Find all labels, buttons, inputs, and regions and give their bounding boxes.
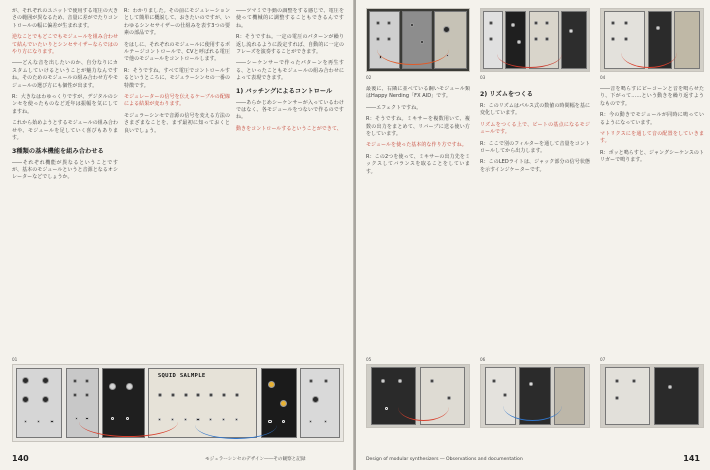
figure-number: 02	[366, 75, 372, 80]
paragraph: R：そうですね。一定の電圧のパターンが繰り返し流れるように設定すれば、自動的に一定のフレーズを演奏することができます。	[236, 34, 344, 56]
knob-icon	[489, 21, 493, 25]
jack-icon	[75, 417, 78, 420]
figure-number: 07	[600, 357, 606, 362]
section-heading: 3種類の基本機能を組み合わせる	[12, 147, 104, 155]
knob-icon	[73, 393, 77, 397]
synth-photo-06	[480, 364, 590, 428]
knob-icon	[184, 393, 188, 397]
knob-icon	[387, 21, 391, 25]
hand-region	[674, 11, 700, 68]
knob-icon	[381, 379, 385, 383]
knob-icon	[280, 400, 287, 407]
module-panel	[554, 367, 584, 424]
knob-icon	[624, 37, 628, 41]
highlighted-text: リズムをつくる上で、ビートの基点になるモジュールです。	[480, 121, 590, 136]
knob-icon	[545, 37, 549, 41]
knob-icon	[158, 393, 162, 397]
paragraph: ――どんな音を出したいのか、自分なりにカスタムしていけるということが魅力なんですね。そのためのモジュールの組み合わせ方やモジュールの選び方にも個性が出ます。	[12, 60, 118, 89]
knob-icon	[22, 377, 29, 384]
synth-photo-07	[600, 364, 704, 428]
patch-cable	[377, 34, 448, 65]
knob-icon	[447, 396, 451, 400]
module-panel	[654, 367, 699, 424]
jack-icon	[385, 407, 388, 410]
knob-icon	[624, 21, 628, 25]
figure-number: 04	[600, 75, 606, 80]
knob-icon	[324, 379, 328, 383]
knob-icon	[268, 381, 275, 388]
jack-icon	[184, 418, 187, 421]
synth-photo-04	[600, 8, 704, 72]
patch-cable	[398, 393, 449, 421]
knob-icon	[611, 21, 615, 25]
paragraph: ――それぞれ機能が異なるということですが、基本のモジュールというと音源となるオシレーターなどでしょうか。	[12, 159, 118, 181]
jack-icon	[324, 420, 327, 423]
section-heading: 2) リズムをつくる	[480, 91, 533, 98]
knob-icon	[222, 393, 226, 397]
knob-icon	[569, 29, 573, 33]
figure-number: 01	[12, 357, 18, 362]
jack-icon	[50, 420, 53, 423]
knob-icon	[398, 379, 402, 383]
paragraph: R：この2つを使って、ミキサーの出力先をミックスしてバランスを取ることをしています。	[366, 153, 470, 175]
knob-icon	[42, 396, 49, 403]
paragraph: これから始めようとするモジュールの組み合わせや、モジュールを足していく喜びもあります。	[12, 120, 118, 142]
knob-icon	[171, 393, 175, 397]
figure-number: 05	[366, 357, 372, 362]
knob-icon	[511, 23, 515, 27]
left-page	[0, 0, 354, 470]
knob-icon	[376, 21, 380, 25]
figure-number: 06	[480, 357, 486, 362]
running-title: Design of modular synthesizers ― Observations and documentation	[366, 457, 523, 462]
jack-icon	[282, 420, 285, 423]
right-page-column-3	[600, 86, 704, 348]
knob-icon	[430, 379, 434, 383]
knob-icon	[312, 396, 319, 403]
highlighted-text: マトリクスにを通して音の配置をしていきます。	[600, 131, 704, 145]
paragraph: R：そうですね。ミキサーを複数用いて、複数の出力をまとめて、リバーブに送る使い方をしています。	[366, 116, 470, 138]
right-page	[356, 0, 710, 470]
jack-icon	[309, 420, 312, 423]
paragraph: ――ツマミで手動の調整をする感じで、電圧を使って機械的に調整することもできるんですね。	[236, 8, 344, 29]
synth-photo-05	[366, 364, 470, 428]
module-panel	[561, 11, 587, 68]
paragraph: R：ここで別のフィルターを通して音量をコントロールしてから出力します。	[480, 140, 590, 155]
patch-cable	[621, 37, 677, 68]
paragraph: ――シーケンサーで作ったパターンを再生する、といったこともモジュールの組み合わせによって表現できます。	[236, 60, 344, 82]
patch-cable	[79, 407, 178, 437]
patch-cable	[497, 40, 562, 68]
knob-icon	[73, 379, 77, 383]
module-panel	[300, 368, 340, 438]
knob-icon	[85, 393, 89, 397]
synth-photo-02	[366, 8, 470, 72]
running-title: モジュラーシンセのデザイン――その観察と記録	[205, 457, 306, 462]
module-panel	[605, 367, 650, 424]
paragraph: R：ポッと鳴らすと、ジャングシーケンスのトリガーで鳴ります。	[600, 149, 704, 164]
paragraph: ――あらかじめシーケンサーが入っているわけではなく、各モジュールをつないで作るのですね。	[236, 99, 344, 121]
right-page-column-1	[366, 86, 470, 348]
paragraph: 最後に、右隣に並べている鋼いモジュール類はHappy Nerding「FX AID」です。	[366, 86, 470, 100]
knob-icon	[410, 23, 414, 27]
knob-icon	[656, 26, 660, 30]
patch-cable	[503, 390, 562, 421]
paragraph: モジュラーシンセで音源の信号を変える方法のさまざまなことを、まず最初に知っておくと良いでしょう。	[124, 112, 230, 134]
paragraph: ――音を鳴らすにビーコーンと音を鳴らせたり、下がって……という動きを繰り返すようなものです。	[600, 86, 704, 107]
paragraph: R：わかりました。その前にモジュレーションとして簡単に概説して、おきたいのですが、いわゆるシンセサイザーの仕組みを表す3つの要素の部品です。	[124, 8, 230, 37]
highlighted-text: モジュールを使った基本的な作り方ですね。	[366, 142, 467, 149]
knob-icon	[22, 396, 29, 403]
knob-icon	[615, 396, 619, 400]
highlighted-text: 逆なことでもどこでもモジュールを組み合わせて結んでいたいりとシンセサイザーならではのやり方になります。	[12, 34, 118, 56]
knob-icon	[109, 383, 116, 390]
module-panel	[16, 368, 62, 438]
paragraph: ――エフェクトですね。	[366, 104, 422, 111]
paragraph: R：このLEDライトは、ジャック部分の信号状態を示すインジケーターです。	[480, 159, 590, 173]
left-page-column-1	[12, 8, 118, 346]
knob-icon	[235, 393, 239, 397]
left-page-column-3	[236, 8, 344, 346]
knob-icon	[209, 393, 213, 397]
right-page-column-2	[480, 86, 590, 348]
paragraph: R：今の動きでモジュールが同時に鳴っているようになっています。	[600, 112, 704, 126]
figure-number: 03	[480, 75, 486, 80]
highlighted-text: モジュレーターの信号を伝えるケーブルの配線による結果が変わります。	[124, 94, 230, 108]
knob-icon	[196, 393, 200, 397]
highlighted-text: 動きをコントロールするということができて、	[236, 125, 342, 132]
page-number: 141	[683, 454, 700, 463]
page-number: 140	[12, 454, 29, 463]
knob-icon	[489, 37, 493, 41]
knob-icon	[309, 379, 313, 383]
paragraph: が、それぞれのユニットで使用する電圧の大きさの範囲が異なるため、音量に差がでたりコントロールの幅に偏差が生まれます。	[12, 8, 118, 29]
knob-icon	[126, 383, 133, 390]
knob-icon	[545, 21, 549, 25]
paragraph: R：そうですね。すべて電圧でコントロールするというところに、モジュラーシンセの一番の特徴です。	[124, 67, 230, 89]
knob-icon	[668, 385, 672, 389]
knob-icon	[615, 379, 619, 383]
synth-photo-03	[480, 8, 590, 72]
paragraph: R：このリズムはパルス式の数値の時間幅を基に変化しています。	[480, 103, 590, 117]
knob-icon	[42, 377, 49, 384]
module-label: SQUID SALMPLE	[157, 373, 206, 380]
jack-icon	[24, 420, 27, 423]
knob-icon	[443, 26, 450, 33]
knob-icon	[529, 382, 533, 386]
left-page-column-2	[124, 8, 230, 346]
knob-icon	[492, 379, 496, 383]
section-heading: 1) バッチングによるコントロール	[236, 87, 333, 95]
synth-photo-01	[12, 364, 344, 442]
knob-icon	[376, 37, 380, 41]
knob-icon	[632, 379, 636, 383]
knob-icon	[534, 21, 538, 25]
paragraph: R：大きなはわゆっくりですが、デジタルのシンセを使ったものなど近年は振幅を気にしてますね。	[12, 94, 118, 115]
knob-icon	[85, 379, 89, 383]
knob-icon	[611, 37, 615, 41]
paragraph: をはしに、それぞれのモジュールに使用するボルテージコントロールで、CVと呼ばれる電圧で他のモジュールをコントロールします。	[124, 41, 230, 63]
jack-icon	[37, 420, 40, 423]
